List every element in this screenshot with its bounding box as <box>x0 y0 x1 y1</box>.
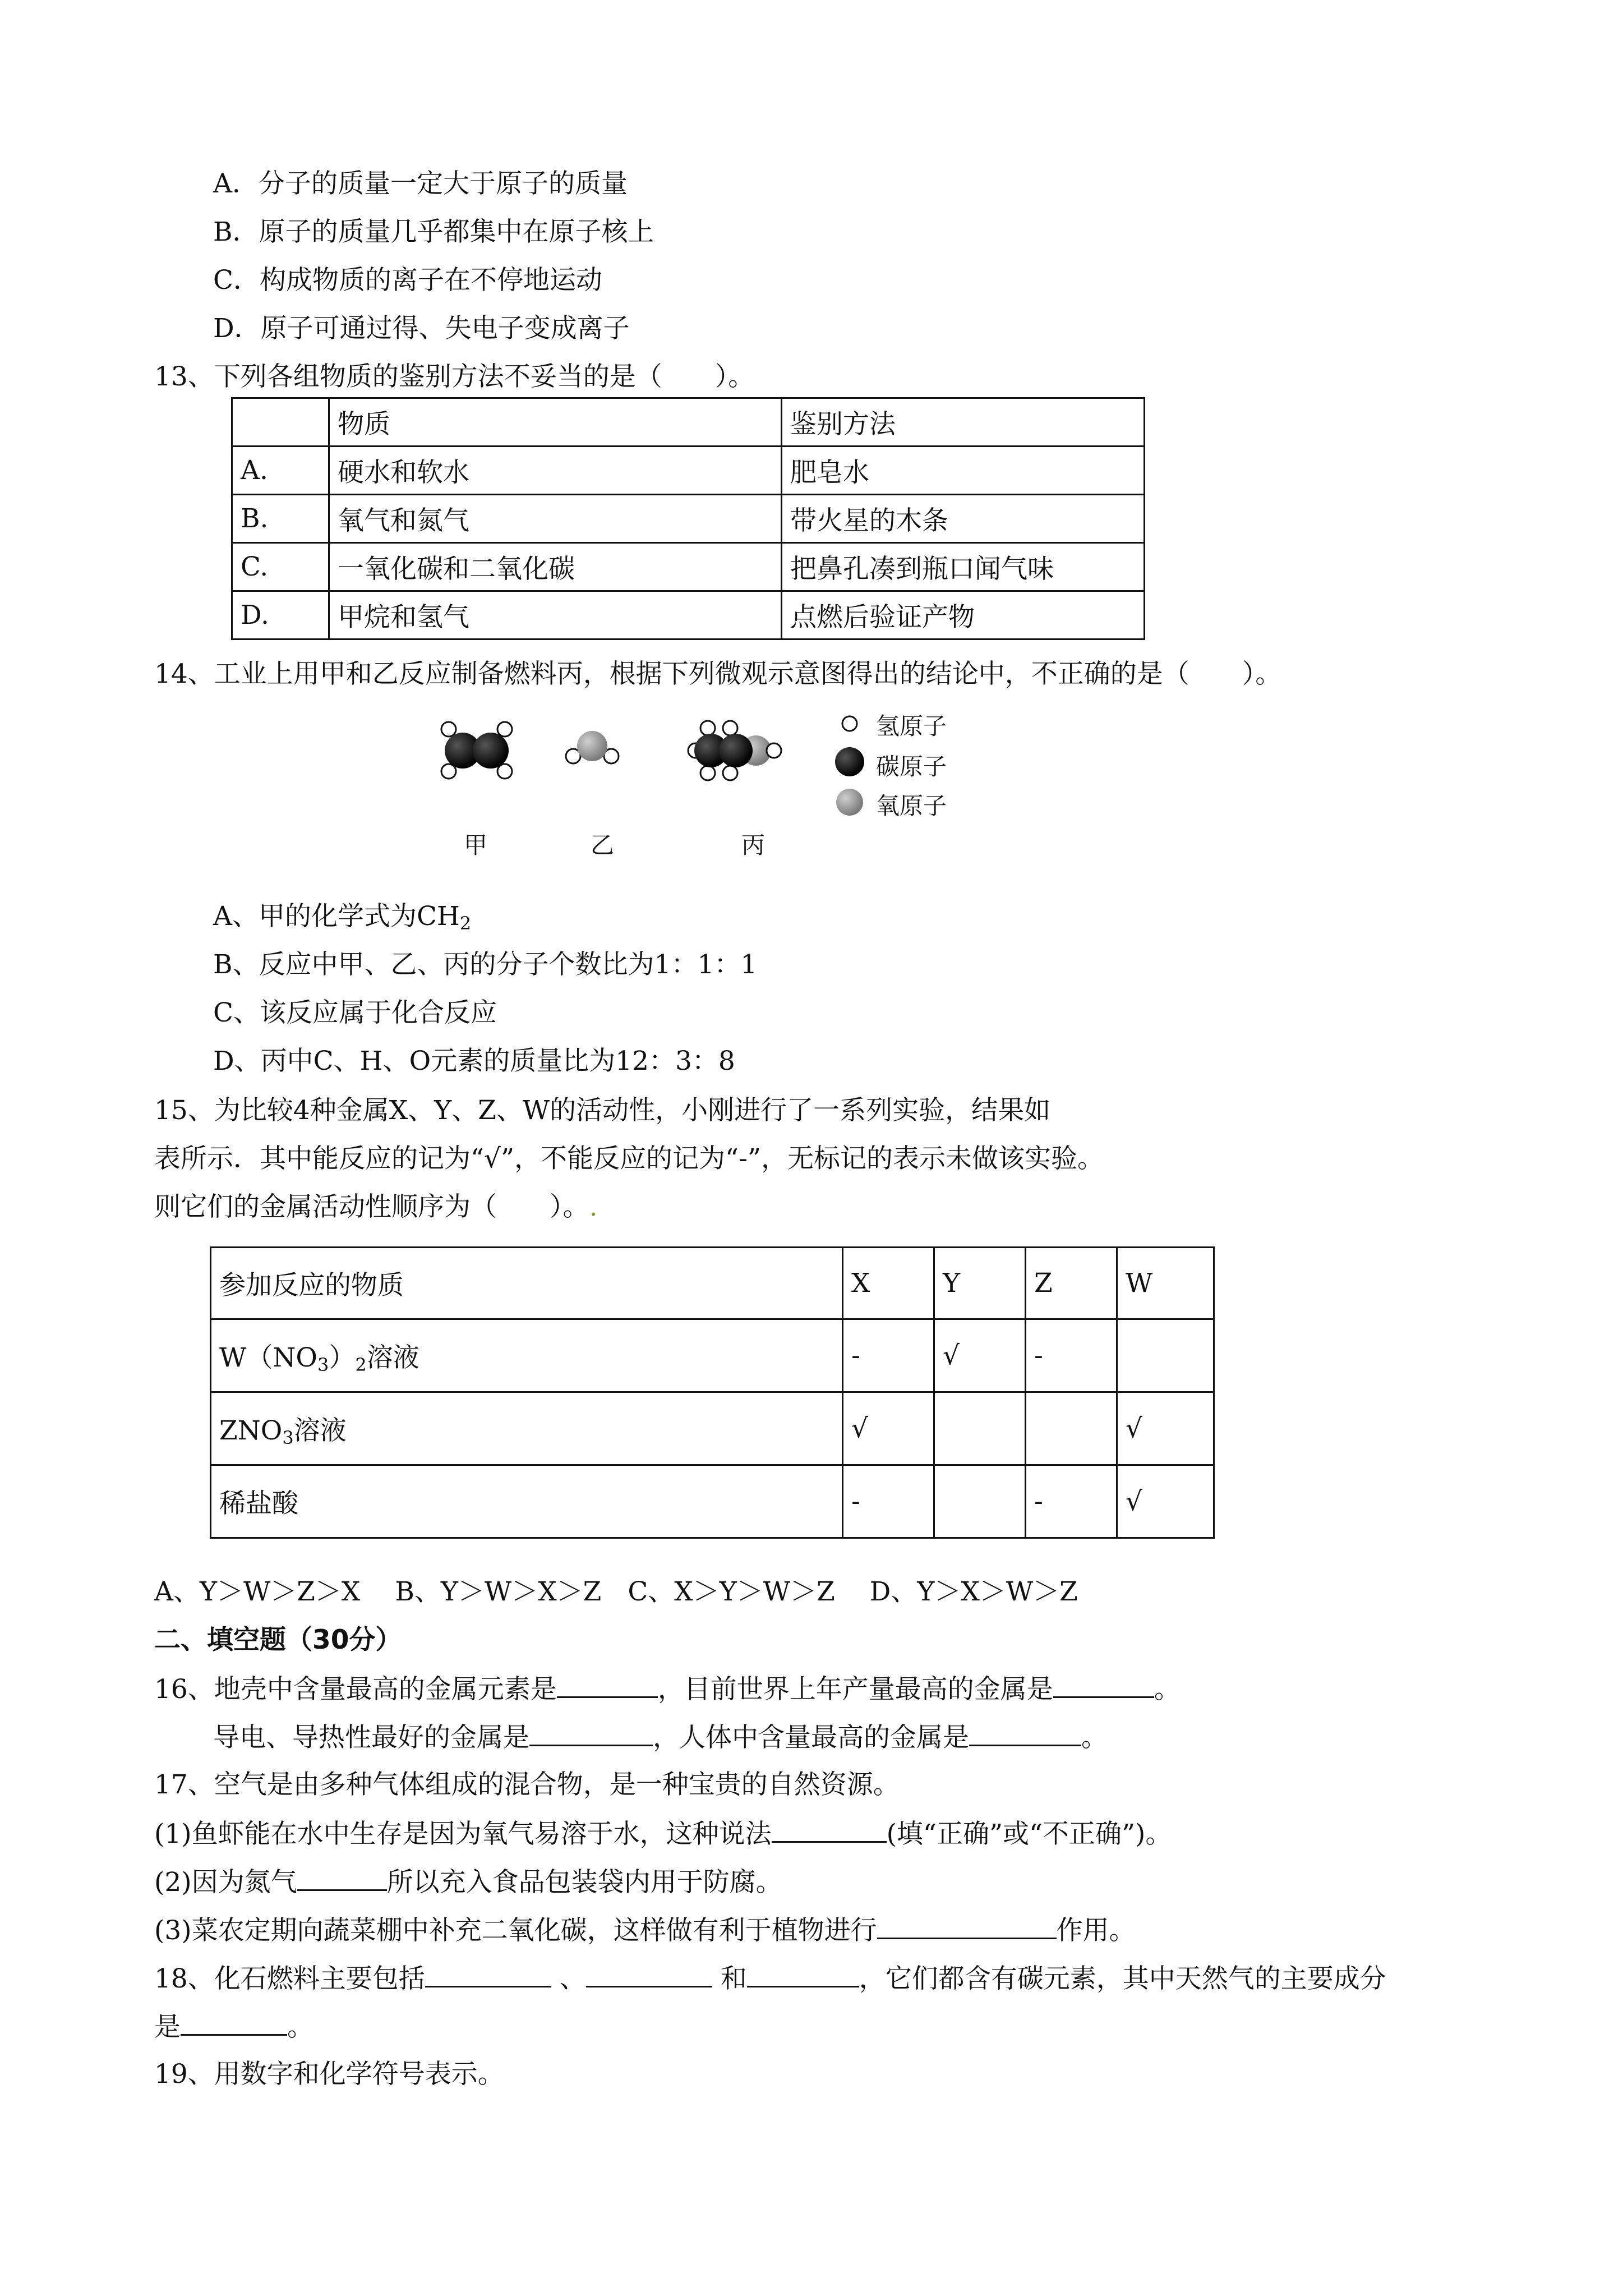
table-row <box>232 447 1145 495</box>
table-cell: 带火星的木条 <box>782 495 1145 543</box>
q14-option-b: B、反应中甲、乙、丙的分子个数比为1：1：1 <box>213 949 758 980</box>
table-cell: √ <box>1117 1392 1214 1465</box>
answer-blank[interactable] <box>747 1961 859 1987</box>
q17-sub-1 <box>154 1816 1172 1851</box>
table-row <box>211 1465 1214 1538</box>
table-cell: Y <box>934 1248 1026 1319</box>
q14-stem: 14、工业上用甲和乙反应制备燃料丙，根据下列微观示意图得出的结论中，不正确的是（ ）。 <box>154 659 1282 689</box>
table-cell <box>934 1392 1026 1465</box>
row-label: W（NO <box>219 1342 317 1373</box>
q17-text: (1)鱼虾能在水中生存是因为氧气易溶于水，这种说法 <box>154 1819 772 1849</box>
q17-sub-3 <box>154 1913 1136 1948</box>
molecule-bing <box>688 721 781 780</box>
answer-blank[interactable] <box>586 1961 712 1987</box>
table-cell <box>1026 1392 1117 1465</box>
molecule-yi <box>566 731 619 763</box>
table-row <box>232 495 1145 543</box>
table-cell: 点燃后验证产物 <box>782 591 1145 639</box>
q16-text: ，目前世界上年产量最高的金属是 <box>657 1674 1053 1705</box>
table-cell <box>211 1392 843 1465</box>
q19-stem: 19、用数字和化学符号表示。 <box>154 2059 504 2090</box>
q15-line-2: 表所示．其中能反应的记为“√”，不能反应的记为“-”，无标记的表示未做该实验。 <box>154 1143 1104 1174</box>
q18-line-2 <box>154 2009 313 2044</box>
answer-blank[interactable] <box>772 1816 887 1843</box>
row-label-mid: ） <box>329 1342 356 1373</box>
table-cell: - <box>1026 1319 1117 1392</box>
row-label: ZNO <box>219 1415 283 1446</box>
table-cell: 物质 <box>329 398 782 447</box>
label-yi: 乙 <box>591 831 615 859</box>
section-heading: 二、填空题（30分） <box>154 1625 402 1655</box>
q18-text: 和 <box>712 1963 747 1994</box>
answer-blank[interactable] <box>297 1865 387 1891</box>
q18-text: 、 <box>551 1963 586 1994</box>
q17-text: (2)因为氮气 <box>154 1867 297 1898</box>
q15-line-3 <box>154 1190 597 1224</box>
answer-blank[interactable] <box>181 2009 287 2036</box>
q17-text: 作用。 <box>1056 1915 1136 1946</box>
table-header-row <box>232 398 1145 447</box>
subscript: 2 <box>459 913 472 934</box>
q16-line-2 <box>213 1720 1108 1755</box>
table-cell: √ <box>843 1392 934 1465</box>
q16-text: 16、地壳中含量最高的金属元素是 <box>154 1674 557 1705</box>
table-cell <box>934 1465 1026 1538</box>
table-cell: C. <box>232 543 329 591</box>
molecule-jia <box>441 722 512 779</box>
row-label-end: 溶液 <box>293 1415 347 1446</box>
q14-option-a-text: A、甲的化学式为CH <box>213 901 460 932</box>
q17-stem: 17、空气是由多种气体组成的混合物，是一种宝贵的自然资源。 <box>154 1769 900 1800</box>
legend-carbon-label: 碳原子 <box>876 753 947 780</box>
q16-text: 。 <box>1154 1674 1181 1705</box>
q18-text: ，它们都含有碳元素，其中天然气的主要成分 <box>859 1963 1386 1994</box>
legend-oxygen-label: 氧原子 <box>876 792 947 820</box>
q13-stem: 13、下列各组物质的鉴别方法不妥当的是（ ）。 <box>154 361 755 392</box>
table-cell: A. <box>232 447 329 495</box>
answer-blank[interactable] <box>557 1672 658 1698</box>
q17-sub-2 <box>154 1865 782 1899</box>
q12-option-a: A．分子的质量一定大于原子的质量 <box>213 168 628 199</box>
q16-text: ，人体中含量最高的金属是 <box>653 1722 969 1753</box>
legend-hydrogen-label: 氢原子 <box>876 712 947 740</box>
q16-line-1 <box>154 1672 1181 1706</box>
subscript: 3 <box>282 1427 294 1448</box>
table-cell: 氧气和氮气 <box>329 495 782 543</box>
table-cell: - <box>843 1465 934 1538</box>
q12-option-b: B．原子的质量几乎都集中在原子核上 <box>213 217 654 247</box>
q15-line-1: 15、为比较4种金属X、Y、Z、W的活动性，小刚进行了一系列实验，结果如 <box>154 1095 1051 1126</box>
q14-option-c: C、该反应属于化合反应 <box>213 997 497 1028</box>
q16-text: 导电、导热性最好的金属是 <box>213 1722 529 1753</box>
table-cell: 参加反应的物质 <box>211 1248 843 1319</box>
table-header-row <box>211 1248 1214 1319</box>
q17-text: 所以充入食品包装袋内用于防腐。 <box>386 1867 782 1898</box>
stray-dot: . <box>589 1191 598 1222</box>
q13-table <box>231 397 1145 640</box>
q15-table <box>210 1246 1215 1539</box>
table-cell: 鉴别方法 <box>782 398 1145 447</box>
table-cell: 甲烷和氢气 <box>329 591 782 639</box>
table-cell: 稀盐酸 <box>211 1465 843 1538</box>
answer-blank[interactable] <box>877 1913 1057 1939</box>
legend-hydrogen-marker <box>842 716 857 731</box>
q17-text: (填“正确”或“不正确”)。 <box>886 1819 1172 1849</box>
q17-text: (3)菜农定期向蔬菜棚中补充二氧化碳，这样做有利于植物进行 <box>154 1915 877 1946</box>
q16-text: 。 <box>1081 1722 1108 1753</box>
table-cell <box>211 1319 843 1392</box>
q15-answers: A、Y＞W＞Z＞X B、Y＞W＞X＞Z C、X＞Y＞W＞Z D、Y＞X＞W＞Z <box>154 1576 1078 1607</box>
table-cell: 肥皂水 <box>782 447 1145 495</box>
answer-blank[interactable] <box>969 1720 1081 1746</box>
q18-text: 18、化石燃料主要包括 <box>154 1963 425 1994</box>
table-row <box>232 543 1145 591</box>
table-cell: W <box>1117 1248 1214 1319</box>
table-cell <box>232 398 329 447</box>
subscript: 3 <box>317 1354 329 1375</box>
q18-line-1 <box>154 1961 1386 1996</box>
q14-option-a <box>213 900 471 933</box>
table-cell: B. <box>232 495 329 543</box>
table-row <box>211 1319 1214 1392</box>
table-cell <box>1117 1319 1214 1392</box>
table-cell: √ <box>934 1319 1026 1392</box>
table-cell: √ <box>1117 1465 1214 1538</box>
subscript: 2 <box>355 1354 367 1375</box>
legend-oxygen-marker <box>836 789 863 816</box>
table-cell: 一氧化碳和二氧化碳 <box>329 543 782 591</box>
table-row <box>211 1392 1214 1465</box>
q15-line-3-text: 则它们的金属活动性顺序为（ ）。 <box>154 1191 589 1222</box>
table-cell: X <box>843 1248 934 1319</box>
q12-option-d: D．原子可通过得、失电子变成离子 <box>213 313 630 344</box>
table-cell: - <box>843 1319 934 1392</box>
row-label-end: 溶液 <box>366 1342 419 1373</box>
table-row <box>232 591 1145 639</box>
answer-blank[interactable] <box>529 1720 653 1746</box>
table-cell: - <box>1026 1465 1117 1538</box>
q12-option-c: C．构成物质的离子在不停地运动 <box>213 265 602 296</box>
q18-text: 。 <box>287 2012 313 2042</box>
label-jia: 甲 <box>464 831 488 859</box>
answer-blank[interactable] <box>1053 1672 1154 1698</box>
table-cell: D. <box>232 591 329 639</box>
table-cell: 把鼻孔凑到瓶口闻气味 <box>782 543 1145 591</box>
q18-text: 是 <box>154 2012 181 2042</box>
label-bing: 丙 <box>741 831 766 859</box>
table-cell: 硬水和软水 <box>329 447 782 495</box>
legend-carbon-marker <box>835 747 864 776</box>
answer-blank[interactable] <box>425 1961 551 1987</box>
q14-option-d: D、丙中C、H、O元素的质量比为12：3：8 <box>213 1046 735 1076</box>
table-cell: Z <box>1026 1248 1117 1319</box>
